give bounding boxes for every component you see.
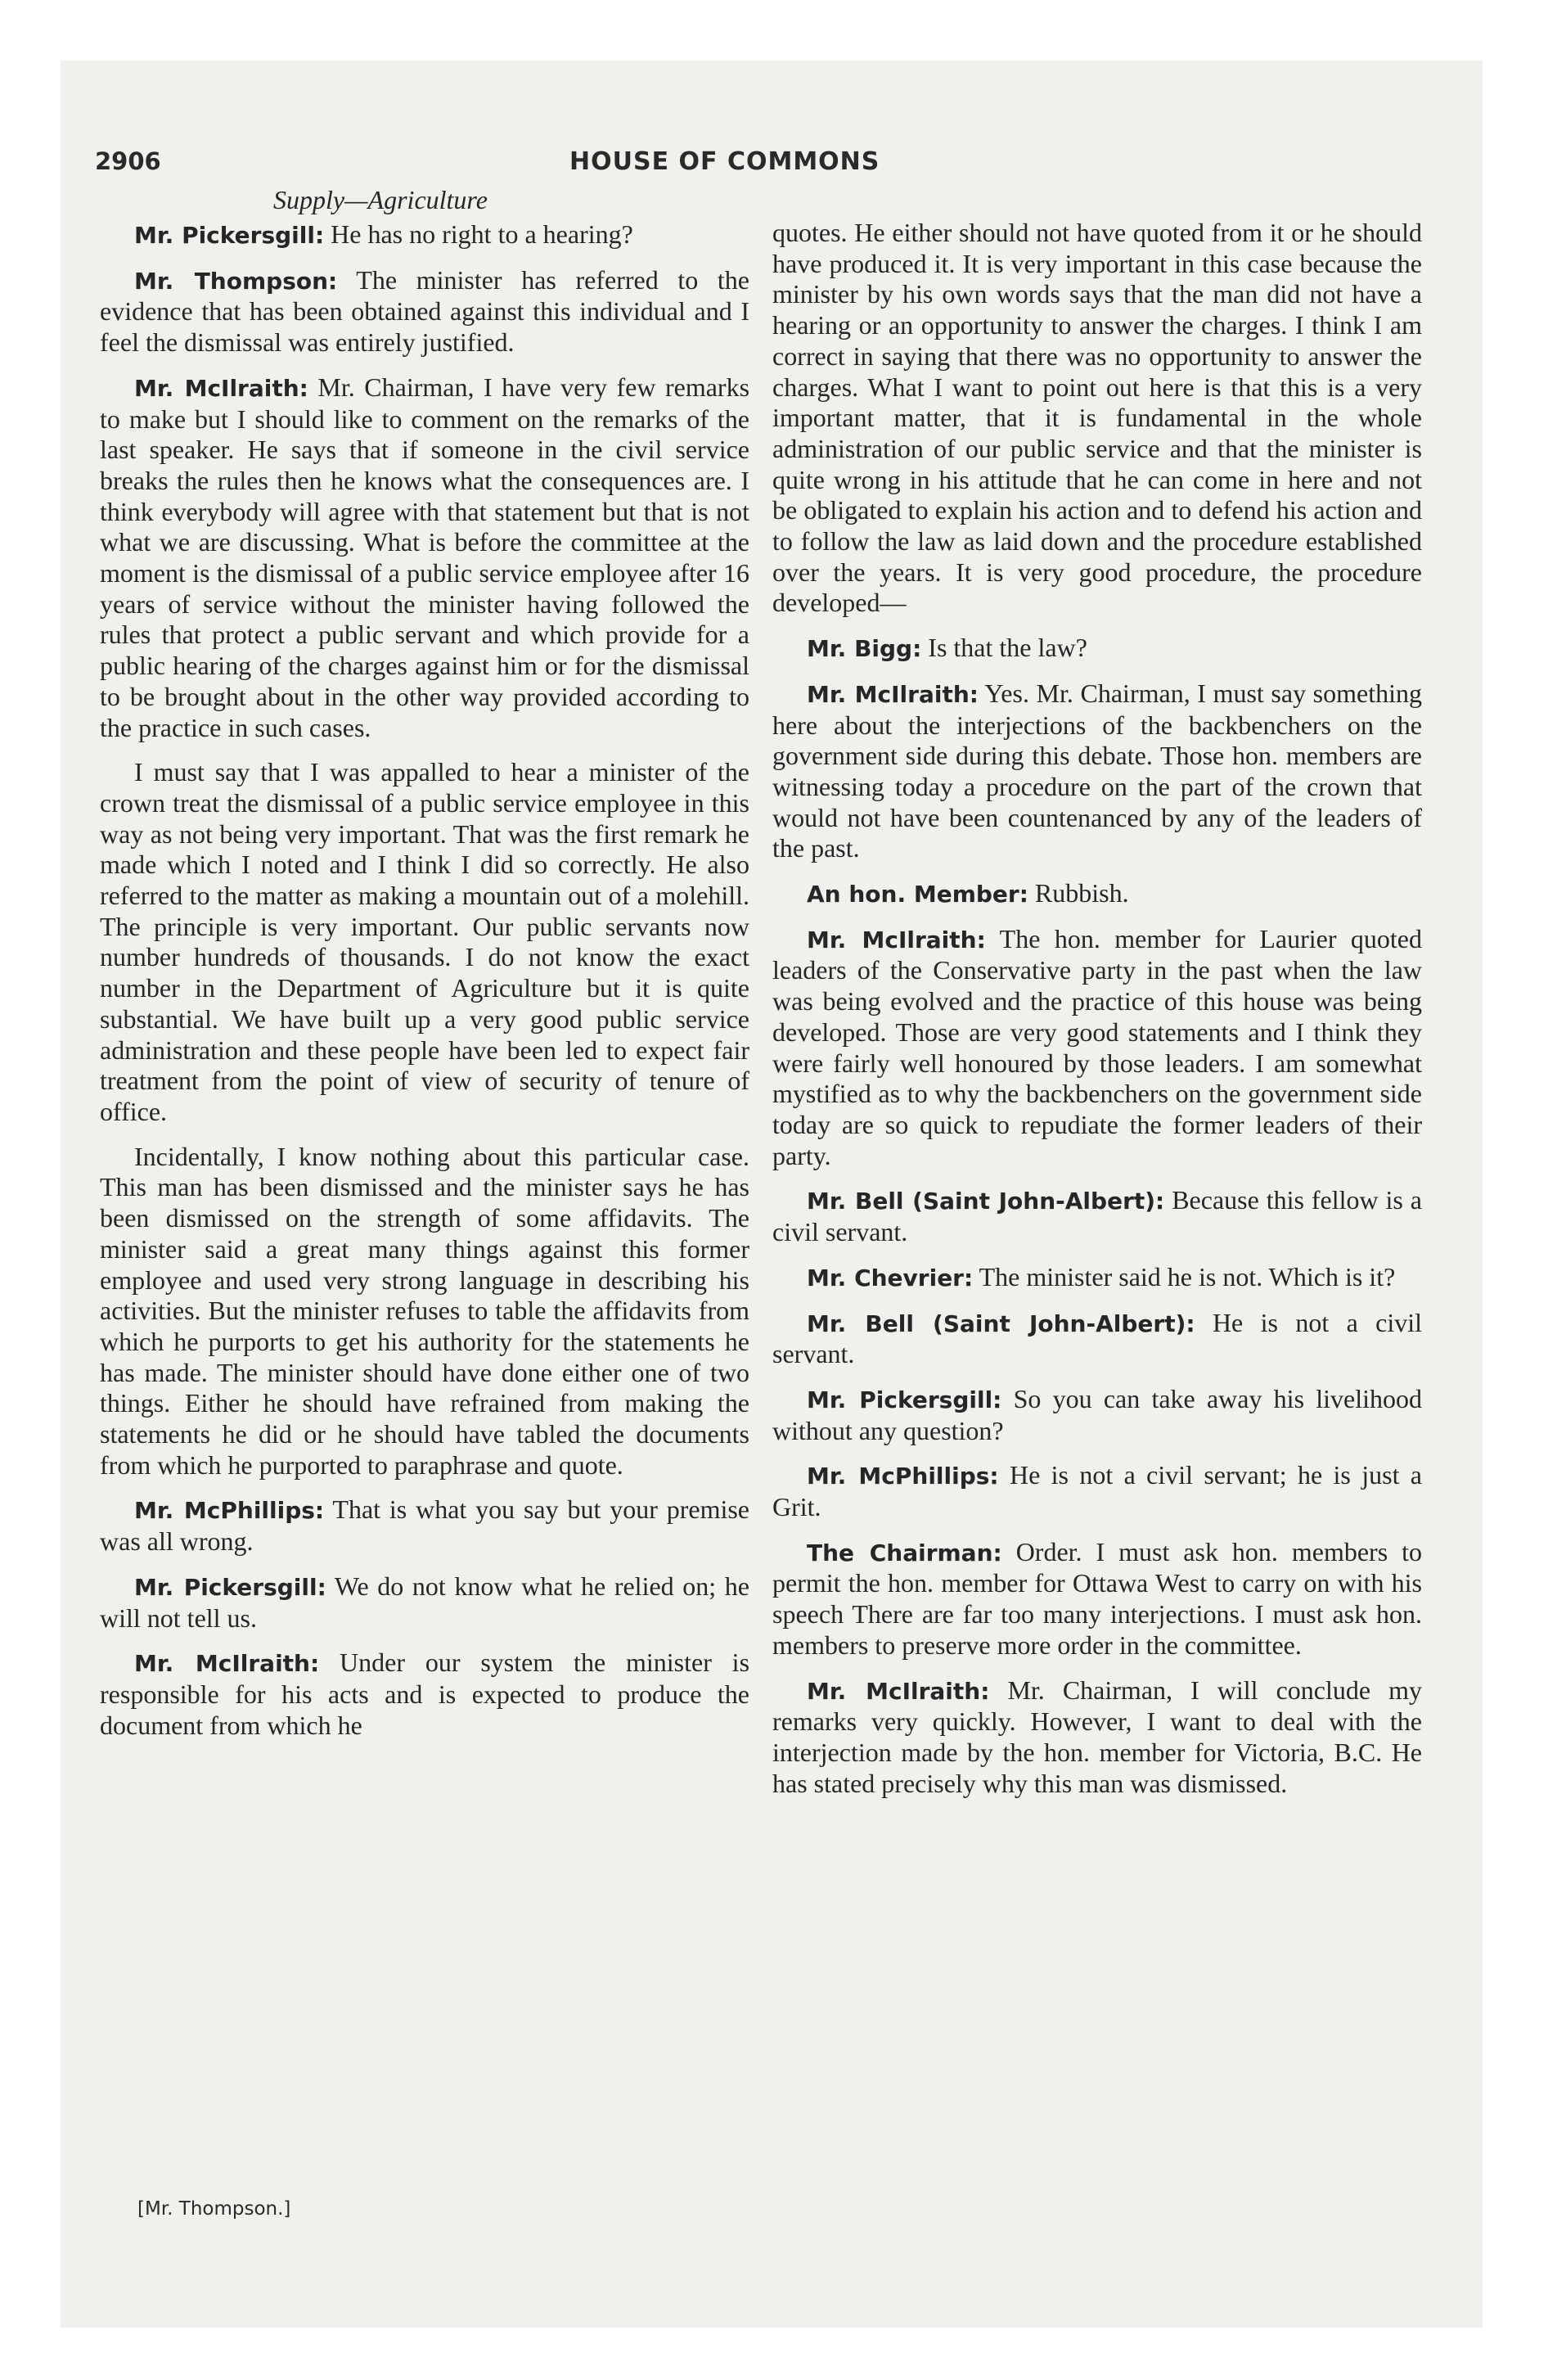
paragraph-text: I must say that I was appalled to hear a minister of the crown treat the dismissal of a public service employee in this way as not being very important. That was the first remark he made which I noted and I think I did so correctly. He also referred to the matter as making a mountain out of a molehill. The principle is very important. Our public servants now number hundreds of thousands. I do not know the exact number in the Department of Agriculture but it is quite substantial. We have built up a very good public service administration and these people have been led to expect fair treatment from the point of view of security of tenure of office. bbox=[100, 757, 749, 1126]
paragraph bbox=[772, 1384, 1422, 1446]
paragraph-text: The hon. member for Laurier quoted leaders of the Conservative party in the past when the law was being evolved and the practice of this house was being developed. Those are very good statements and I think they were fairly well honoured by those leaders. I am somewhat mystified as to why the backbenchers on the government side today are so quick to repudiate the former leaders of their party. bbox=[772, 923, 1422, 1170]
speaker-name: Mr. McPhillips: bbox=[807, 1463, 999, 1490]
paragraph bbox=[772, 218, 1422, 619]
speaker-name: Mr. Chevrier: bbox=[807, 1264, 974, 1291]
speaker-name: Mr. Pickersgill: bbox=[807, 1386, 1002, 1413]
paragraph bbox=[100, 1142, 749, 1481]
paragraph bbox=[772, 1262, 1422, 1294]
speaker-name: Mr. Bell (Saint John-Albert): bbox=[807, 1188, 1165, 1215]
paragraph-text: Mr. Chairman, I have very few remarks to make but I should like to comment on the remarks of the last speaker. He says that if someone in the civil service breaks the rules then he knows what the consequences are. I think everybody will agree with that statement but that is not what we are discussing. What is before the committee at the moment is the dismissal of a public service employee after 16 years of service without the minister having followed the rules that protect a public servant and which provide for a public hearing of the charges against him or for the dismissal to be brought about in the other way provided according to the practice in such cases. bbox=[100, 372, 750, 742]
paragraph-text: Is that the law? bbox=[928, 633, 1087, 663]
paragraph-text: The minister has referred to the evidence that has been obtained against this individual and I feel the dismissal was entirely justified. bbox=[100, 264, 749, 358]
paragraph bbox=[772, 1308, 1422, 1370]
page-header bbox=[95, 144, 1437, 185]
paragraph-text: Yes. Mr. Chairman, I must say something here about the interjections of the backbenchers on the government side during this debate. Those hon. members are witnessing today a procedure on the part of the crown that would not have been countenanced by any of the leaders of the past. bbox=[772, 678, 1423, 863]
paragraph-text: Rubbish. bbox=[1034, 878, 1129, 908]
speaker-name: Mr. Thompson: bbox=[134, 267, 338, 295]
paragraph bbox=[100, 757, 749, 1127]
paragraph bbox=[100, 372, 749, 743]
paragraph bbox=[100, 219, 749, 251]
paragraph-text: Order. I must ask hon. members to permit the hon. member for Ottawa West to carry on with his speech There are far too many interjections. I must ask hon. members to preserve more order in the committee. bbox=[772, 1536, 1423, 1660]
speaker-name: Mr. McIlraith: bbox=[807, 680, 979, 708]
speaker-name: An hon. Member: bbox=[807, 881, 1028, 908]
paragraph-text: He is not a civil servant; he is just a Grit. bbox=[772, 1460, 1423, 1522]
running-head: HOUSE OF COMMONS bbox=[569, 147, 880, 176]
paragraph bbox=[772, 633, 1422, 665]
left-column bbox=[100, 219, 749, 1755]
page-number: 2906 bbox=[95, 147, 161, 175]
speaker-name: Mr. McIlraith: bbox=[134, 374, 308, 402]
paragraph-text: Under our system the minister is responsible for his acts and is expected to produce the document from which he bbox=[100, 1648, 750, 1740]
section-subtitle: Supply—Agriculture bbox=[273, 185, 488, 214]
speaker-name: Mr. Pickersgill: bbox=[134, 222, 325, 249]
footer-note: [Mr. Thompson.] bbox=[137, 2198, 291, 2220]
speaker-name: Mr. McIlraith: bbox=[134, 1650, 320, 1678]
paragraph-text: The minister said he is not. Which is it? bbox=[979, 1261, 1396, 1291]
speaker-name: The Chairman: bbox=[807, 1539, 1002, 1566]
paragraph bbox=[772, 678, 1422, 864]
speaker-name: Mr. Bigg: bbox=[807, 635, 922, 663]
paragraph-text: quotes. He either should not have quoted from it or he should have produced it. It is very important in this case because the minister by his own words says that the man did not have a hearing or an opportunity to answer the charges. I think I am correct in saying that there was no opportunity to answer the charges. What I want to point out here is that this is a very important matter, that it is fundamental in the whole administration of our public service and that the minister is quite wrong in his attitude that he can come in here and not be obligated to explain his action and to defend his action and to follow the law as laid down and the procedure established over the years. It is very good procedure, the procedure developed— bbox=[772, 218, 1422, 618]
paragraph bbox=[100, 265, 749, 358]
paragraph bbox=[772, 878, 1422, 910]
paragraph-text: That is what you say but your premise was all wrong. bbox=[100, 1494, 750, 1557]
paragraph bbox=[772, 1460, 1422, 1522]
speaker-name: Mr. McPhillips: bbox=[134, 1497, 325, 1525]
paragraph-text: Incidentally, I know nothing about this particular case. This man has been dismissed and the minister says he has been dismissed on the strength of some affidavits. The minister said a great many things against this former employee and used very strong language in describing his activities. But the minister refuses to table the affidavits from which he purports to get his authority for the statements he has made. The minister should have done either one of two things. Either he should have refrained from making the statements he did or he should have tabled the documents from which he purported to paraphrase and quote. bbox=[100, 1141, 749, 1480]
paragraph bbox=[100, 1648, 749, 1741]
paragraph-text: He is not a civil servant. bbox=[772, 1307, 1422, 1369]
speaker-name: Mr. Pickersgill: bbox=[134, 1573, 326, 1601]
paragraph-text: Mr. Chairman, I will conclude my remarks very quickly. However, I want to deal with the interjection made by the hon. member for Victoria, B.C. He has stated precisely why this man was dismissed. bbox=[772, 1675, 1423, 1798]
paragraph bbox=[772, 1675, 1422, 1800]
paragraph-text: We do not know what he relied on; he will not tell us. bbox=[100, 1571, 750, 1633]
paragraph bbox=[772, 924, 1422, 1172]
paragraph bbox=[100, 1571, 749, 1634]
speaker-name: Mr. McIlraith: bbox=[807, 1677, 990, 1705]
paragraph bbox=[100, 1494, 749, 1557]
paragraph bbox=[772, 1537, 1422, 1661]
right-column bbox=[772, 218, 1422, 1813]
paragraph-text: So you can take away his livelihood without any question? bbox=[772, 1383, 1423, 1445]
speaker-name: Mr. Bell (Saint John-Albert): bbox=[807, 1309, 1195, 1337]
paragraph-text: He has no right to a hearing? bbox=[331, 219, 633, 249]
paragraph bbox=[772, 1185, 1422, 1247]
speaker-name: Mr. McIlraith: bbox=[807, 926, 986, 953]
paragraph-text: Because this fellow is a civil servant. bbox=[772, 1185, 1423, 1247]
